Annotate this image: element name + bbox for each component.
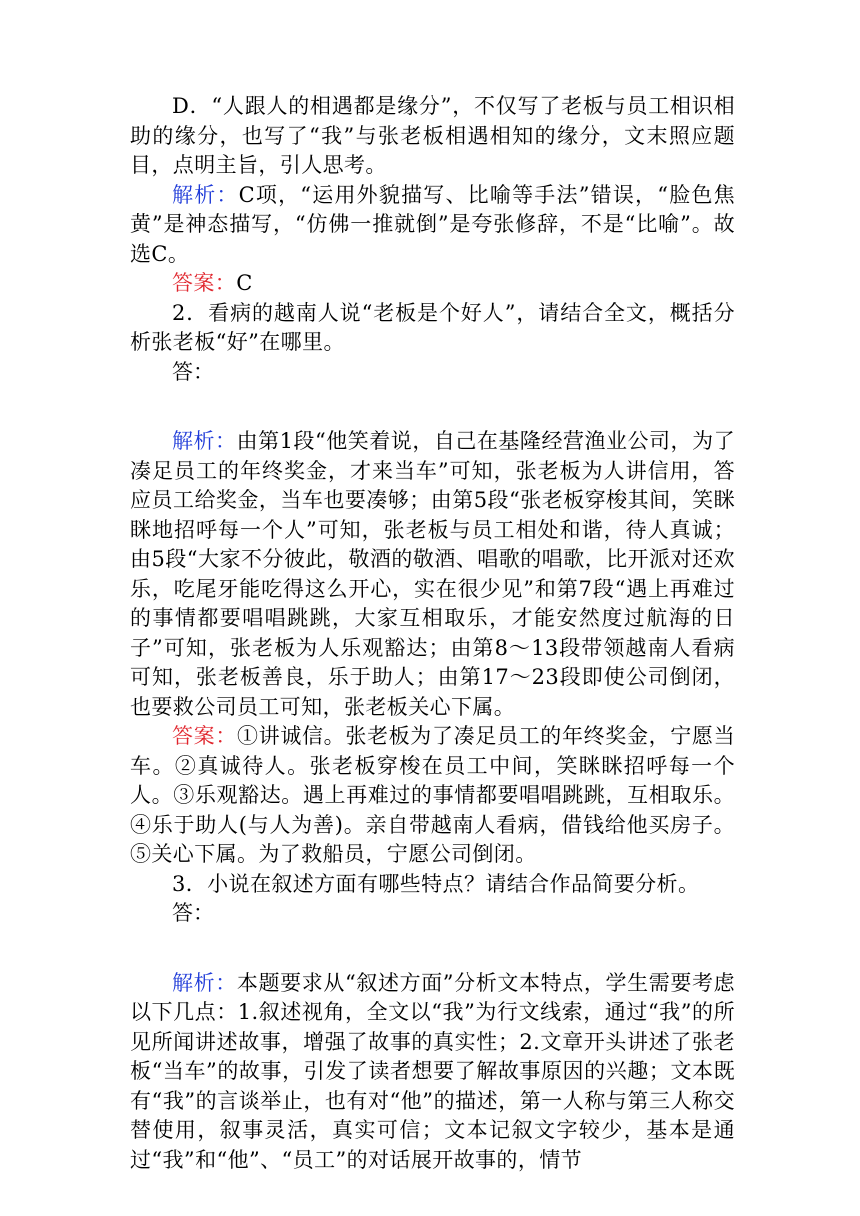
answer-label: 答案： bbox=[172, 724, 237, 748]
q1-answer-paragraph bbox=[130, 269, 735, 299]
analysis-label: 解析： bbox=[172, 970, 237, 995]
q1-analysis-text: C项，“运用外貌描写、比喻等手法”错误，“脸色焦黄”是神态描写，“仿佛一推就倒”是夸张修辞，不是“比喻”。故选C。 bbox=[130, 182, 736, 266]
analysis-label: 解析： bbox=[172, 182, 239, 207]
q2-analysis-text: 由第1段“他笑着说，自己在基隆经营渔业公司，为了凑足员工的年终奖金，才来当车”可知，张老板为人讲信用，答应员工给奖金，当车也要凑够；由第5段“张老板穿梭其间，笑眯眯地招呼每一个人”可知，张老板与员工相处和谐，待人真诚；由5段“大家不分彼此，敬酒的敬酒、唱歌的唱歌，比开派对还欢乐，吃尾牙能吃得这么开心，实在很少见”和第7段“遇上再难过的事情都要唱唱跳跳，大家互相取乐，才能安然度过航海的日子”可知，张老板为人乐观豁达；由第8～13段带领越南人看病可知，张老板善良，乐于助人；由第17～23段即使公司倒闭，也要救公司员工可知，张老板关心下属。 bbox=[130, 429, 735, 719]
q1-answer-text: C bbox=[236, 271, 253, 295]
document-body bbox=[130, 92, 735, 1175]
q3-analysis-text: 本题要求从“叙述方面”分析文本特点，学生需要考虑以下几点：1.叙述视角，全文以“我”为行文线索，通过“我”的所见所闻讲述故事，增强了故事的真实性；2.文章开头讲述了张老板“当车”的故事，引发了读者想要了解故事原因的兴趣；文本既有“我”的言谈举止，也有对“他”的描述，第一人称与第三人称交替使用，叙事灵活，真实可信；文本记叙文字较少，基本是通过“我”和“他”、“员工”的对话展开故事的，情节 bbox=[130, 970, 736, 1172]
answer-label: 答案： bbox=[172, 271, 237, 295]
q1-option-d: D．“人跟人的相遇都是缘分”，不仅写了老板与员工相识相助的缘分，也写了“我”与张老板相遇相知的缘分，文末照应题目，点明主旨，引人思考。 bbox=[130, 94, 735, 177]
q2-answer-prompt: 答： bbox=[172, 359, 214, 384]
q2-answer-space bbox=[130, 387, 735, 427]
q3-analysis-paragraph bbox=[130, 969, 735, 1176]
q2-analysis-paragraph bbox=[130, 427, 735, 722]
q3-answer-space bbox=[130, 929, 735, 969]
analysis-label: 解析： bbox=[172, 429, 237, 453]
q2-question: 2．看病的越南人说“老板是个好人”，请结合全文，概括分析张老板“好”在哪里。 bbox=[130, 300, 735, 354]
q1-analysis-paragraph bbox=[130, 181, 735, 270]
q3-question: 3．小说在叙述方面有哪些特点？请结合作品简要分析。 bbox=[172, 871, 700, 896]
q3-answer-prompt: 答： bbox=[172, 901, 214, 925]
q2-answer-paragraph bbox=[130, 722, 735, 870]
q2-answer-text: ①讲诚信。张老板为了凑足员工的年终奖金，宁愿当车。②真诚待人。张老板穿梭在员工中间，笑眯眯招呼每一个人。③乐观豁达。遇上再难过的事情都要唱唱跳跳，互相取乐。④乐于助人(与人为善)。亲自带越南人看病，借钱给他买房子。⑤关心下属。为了救船员，宁愿公司倒闭。 bbox=[130, 724, 736, 866]
